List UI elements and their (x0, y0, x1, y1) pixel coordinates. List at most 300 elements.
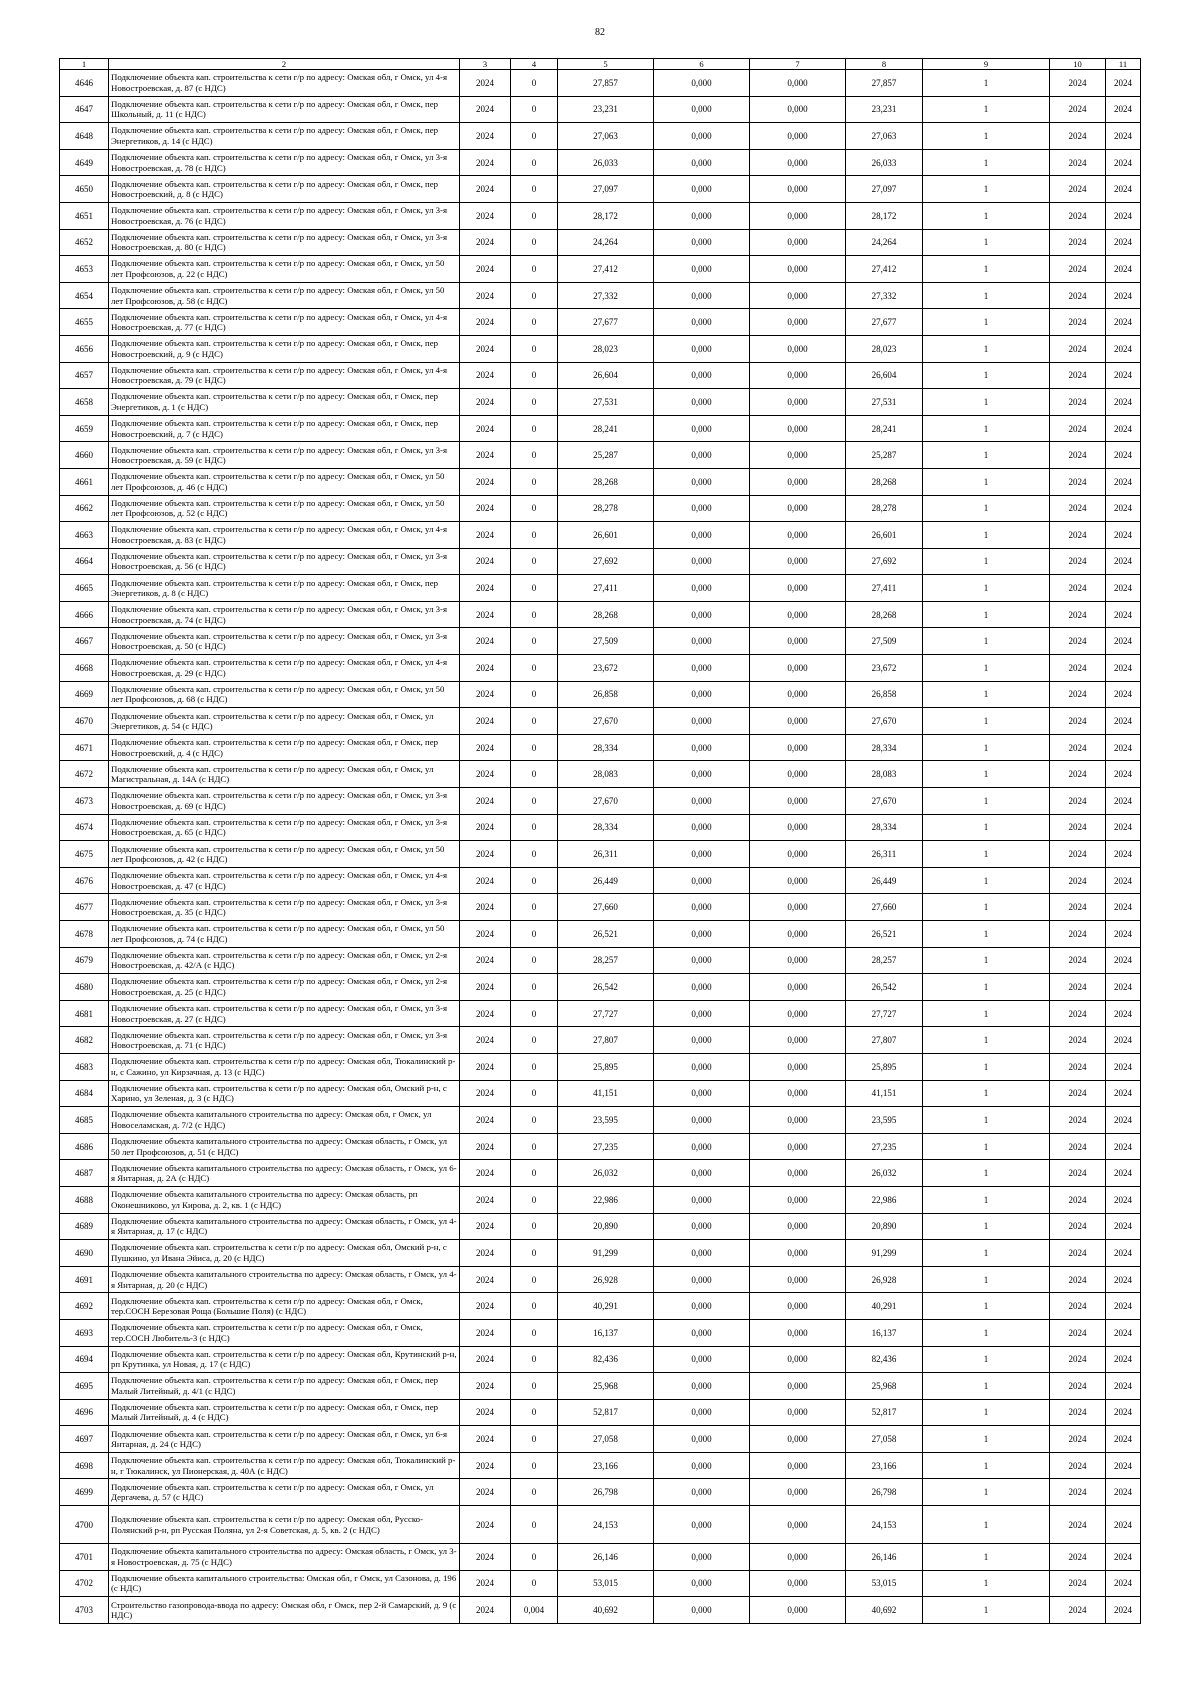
row-number: 4703 (60, 1597, 109, 1624)
table-row (60, 841, 1141, 868)
row-number: 4683 (60, 1053, 109, 1080)
col-6: 0,000 (654, 1570, 750, 1597)
object-description: Подключение объекта кап. строительства к сети г/р по адресу: Омская обл, Омский р-н, с Пушкино, ул Ивана Эйиса, д. 20 (с НДС) (109, 1240, 460, 1267)
col-7: 0,000 (750, 1570, 846, 1597)
column-header: 9 (923, 59, 1050, 70)
col-8: 26,542 (846, 974, 923, 1001)
col-9: 1 (923, 814, 1050, 841)
column-header: 5 (558, 59, 654, 70)
row-number: 4647 (60, 96, 109, 123)
col-10: 2024 (1050, 575, 1106, 602)
col-6: 0,000 (654, 309, 750, 336)
col-10: 2024 (1050, 495, 1106, 522)
object-description: Подключение объекта капитального строительства: Омская обл, г Омск, ул Сазонова, д. 196 (с НДС) (109, 1570, 460, 1597)
col-4: 0 (511, 628, 558, 655)
col-5: 26,604 (558, 362, 654, 389)
col-4: 0 (511, 389, 558, 416)
col-10: 2024 (1050, 814, 1106, 841)
object-description: Подключение объекта кап. строительства к сети г/р по адресу: Омская обл, Крутинский р-н, рп Крутинка, ул Новая, д. 17 (с НДС) (109, 1346, 460, 1373)
col-10: 2024 (1050, 362, 1106, 389)
object-description: Подключение объекта кап. строительства к сети г/р по адресу: Омская обл, Тюкалинский р-н, с Сажино, ул Кирзачная, д. 13 (с НДС) (109, 1053, 460, 1080)
col-8: 27,670 (846, 788, 923, 815)
col-3: 2024 (460, 1293, 511, 1320)
col-10: 2024 (1050, 681, 1106, 708)
col-5: 52,817 (558, 1399, 654, 1426)
col-8: 27,692 (846, 548, 923, 575)
table-row (60, 70, 1141, 97)
col-4: 0 (511, 256, 558, 283)
col-7: 0,000 (750, 814, 846, 841)
col-10: 2024 (1050, 70, 1106, 97)
table-row (60, 548, 1141, 575)
col-11: 2024 (1106, 522, 1141, 549)
row-number: 4657 (60, 362, 109, 389)
col-9: 1 (923, 123, 1050, 150)
col-6: 0,000 (654, 681, 750, 708)
col-9: 1 (923, 575, 1050, 602)
row-number: 4650 (60, 176, 109, 203)
col-7: 0,000 (750, 176, 846, 203)
table-row (60, 734, 1141, 761)
col-10: 2024 (1050, 522, 1106, 549)
col-9: 1 (923, 1000, 1050, 1027)
col-6: 0,000 (654, 1426, 750, 1453)
object-description: Подключение объекта кап. строительства к сети г/р по адресу: Омская обл, г Омск, тер.СОСН Любитель-3 (с НДС) (109, 1319, 460, 1346)
object-description: Подключение объекта кап. строительства к сети г/р по адресу: Омская обл, г Омск, тер.СОСН Березовая Роща (Большие Поля) (с НДС) (109, 1293, 460, 1320)
object-description: Подключение объекта кап. строительства к сети г/р по адресу: Омская обл, г Омск, ул 4-я Новостроевская, д. 47 (с НДС) (109, 867, 460, 894)
col-7: 0,000 (750, 415, 846, 442)
col-11: 2024 (1106, 1027, 1141, 1054)
col-6: 0,000 (654, 1266, 750, 1293)
col-8: 28,172 (846, 202, 923, 229)
col-5: 16,137 (558, 1319, 654, 1346)
col-9: 1 (923, 1293, 1050, 1320)
object-description: Подключение объекта кап. строительства к сети г/р по адресу: Омская обл, г Омск, пер Новостроевский, д. 8 (с НДС) (109, 176, 460, 203)
table-row (60, 442, 1141, 469)
col-4: 0 (511, 1570, 558, 1597)
row-number: 4674 (60, 814, 109, 841)
col-9: 1 (923, 1080, 1050, 1107)
col-9: 1 (923, 1346, 1050, 1373)
col-3: 2024 (460, 1373, 511, 1400)
column-header: 6 (654, 59, 750, 70)
col-3: 2024 (460, 1053, 511, 1080)
col-5: 24,264 (558, 229, 654, 256)
col-7: 0,000 (750, 761, 846, 788)
col-5: 27,509 (558, 628, 654, 655)
col-10: 2024 (1050, 229, 1106, 256)
col-7: 0,000 (750, 256, 846, 283)
col-11: 2024 (1106, 1293, 1141, 1320)
col-11: 2024 (1106, 628, 1141, 655)
col-6: 0,000 (654, 1213, 750, 1240)
col-5: 23,166 (558, 1452, 654, 1479)
col-9: 1 (923, 149, 1050, 176)
col-9: 1 (923, 96, 1050, 123)
col-4: 0 (511, 229, 558, 256)
col-4: 0 (511, 814, 558, 841)
col-11: 2024 (1106, 1160, 1141, 1187)
col-8: 26,521 (846, 921, 923, 948)
col-7: 0,000 (750, 149, 846, 176)
col-11: 2024 (1106, 788, 1141, 815)
object-description: Подключение объекта кап. строительства к сети г/р по адресу: Омская обл, г Омск, ул 50 лет Профсоюзов, д. 68 (с НДС) (109, 681, 460, 708)
col-7: 0,000 (750, 1452, 846, 1479)
col-7: 0,000 (750, 309, 846, 336)
col-6: 0,000 (654, 1107, 750, 1134)
col-3: 2024 (460, 1213, 511, 1240)
col-10: 2024 (1050, 442, 1106, 469)
col-11: 2024 (1106, 1133, 1141, 1160)
table-row (60, 335, 1141, 362)
col-5: 40,692 (558, 1597, 654, 1624)
object-description: Подключение объекта кап. строительства к сети г/р по адресу: Омская обл, г Омск, ул 4-я Новостроевская, д. 77 (с НДС) (109, 309, 460, 336)
col-8: 25,895 (846, 1053, 923, 1080)
table-row (60, 1506, 1141, 1544)
row-number: 4655 (60, 309, 109, 336)
col-9: 1 (923, 655, 1050, 682)
table-row (60, 282, 1141, 309)
table-row (60, 628, 1141, 655)
col-6: 0,000 (654, 495, 750, 522)
col-3: 2024 (460, 1544, 511, 1571)
table-row (60, 149, 1141, 176)
col-8: 27,807 (846, 1027, 923, 1054)
col-6: 0,000 (654, 1373, 750, 1400)
object-description: Подключение объекта кап. строительства к сети г/р по адресу: Омская обл, г Омск, ул 3-я Новостроевская, д. 69 (с НДС) (109, 788, 460, 815)
col-3: 2024 (460, 123, 511, 150)
col-5: 26,449 (558, 867, 654, 894)
col-9: 1 (923, 1373, 1050, 1400)
col-3: 2024 (460, 96, 511, 123)
table-row (60, 1000, 1141, 1027)
col-9: 1 (923, 1570, 1050, 1597)
col-6: 0,000 (654, 1597, 750, 1624)
col-8: 26,601 (846, 522, 923, 549)
col-3: 2024 (460, 1570, 511, 1597)
col-7: 0,000 (750, 1240, 846, 1267)
col-9: 1 (923, 1107, 1050, 1134)
col-3: 2024 (460, 734, 511, 761)
row-number: 4671 (60, 734, 109, 761)
col-3: 2024 (460, 1266, 511, 1293)
col-3: 2024 (460, 309, 511, 336)
row-number: 4656 (60, 335, 109, 362)
col-5: 22,986 (558, 1186, 654, 1213)
col-6: 0,000 (654, 123, 750, 150)
row-number: 4682 (60, 1027, 109, 1054)
col-5: 28,083 (558, 761, 654, 788)
object-description: Подключение объекта кап. строительства к сети г/р по адресу: Омская обл, г Омск, ул 50 лет Профсоюзов, д. 22 (с НДС) (109, 256, 460, 283)
col-8: 27,235 (846, 1133, 923, 1160)
col-11: 2024 (1106, 1107, 1141, 1134)
col-11: 2024 (1106, 335, 1141, 362)
col-3: 2024 (460, 681, 511, 708)
object-description: Подключение объекта кап. строительства к сети г/р по адресу: Омская обл, Омский р-н, с Харино, ул Зеленая, д. 3 (с НДС) (109, 1080, 460, 1107)
col-3: 2024 (460, 202, 511, 229)
col-4: 0 (511, 96, 558, 123)
col-5: 26,928 (558, 1266, 654, 1293)
col-5: 28,172 (558, 202, 654, 229)
col-7: 0,000 (750, 202, 846, 229)
col-3: 2024 (460, 761, 511, 788)
col-4: 0 (511, 601, 558, 628)
col-11: 2024 (1106, 1240, 1141, 1267)
row-number: 4701 (60, 1544, 109, 1571)
col-9: 1 (923, 1053, 1050, 1080)
col-6: 0,000 (654, 1027, 750, 1054)
col-5: 27,531 (558, 389, 654, 416)
col-4: 0 (511, 362, 558, 389)
col-10: 2024 (1050, 548, 1106, 575)
object-description: Подключение объекта кап. строительства к сети г/р по адресу: Омская обл, г Омск, ул 4-я Новостроевская, д. 29 (с НДС) (109, 655, 460, 682)
col-8: 26,928 (846, 1266, 923, 1293)
col-10: 2024 (1050, 335, 1106, 362)
col-10: 2024 (1050, 628, 1106, 655)
col-5: 26,858 (558, 681, 654, 708)
col-4: 0 (511, 1160, 558, 1187)
row-number: 4667 (60, 628, 109, 655)
col-7: 0,000 (750, 974, 846, 1001)
col-3: 2024 (460, 548, 511, 575)
table-body (60, 59, 1141, 1624)
col-10: 2024 (1050, 1240, 1106, 1267)
col-3: 2024 (460, 974, 511, 1001)
col-7: 0,000 (750, 1160, 846, 1187)
table-row (60, 495, 1141, 522)
column-header: 11 (1106, 59, 1141, 70)
row-number: 4679 (60, 947, 109, 974)
col-11: 2024 (1106, 149, 1141, 176)
col-8: 23,595 (846, 1107, 923, 1134)
col-3: 2024 (460, 628, 511, 655)
col-11: 2024 (1106, 1426, 1141, 1453)
col-11: 2024 (1106, 70, 1141, 97)
row-number: 4694 (60, 1346, 109, 1373)
table-row (60, 1570, 1141, 1597)
column-header: 2 (109, 59, 460, 70)
col-9: 1 (923, 415, 1050, 442)
col-9: 1 (923, 256, 1050, 283)
object-description: Подключение объекта кап. строительства к сети г/р по адресу: Омская обл, г Омск, ул 3-я Новостроевская, д. 56 (с НДС) (109, 548, 460, 575)
col-3: 2024 (460, 1186, 511, 1213)
table-row (60, 362, 1141, 389)
col-5: 26,311 (558, 841, 654, 868)
col-7: 0,000 (750, 947, 846, 974)
col-7: 0,000 (750, 575, 846, 602)
col-6: 0,000 (654, 761, 750, 788)
col-9: 1 (923, 947, 1050, 974)
col-5: 27,807 (558, 1027, 654, 1054)
col-9: 1 (923, 202, 1050, 229)
col-9: 1 (923, 362, 1050, 389)
object-description: Подключение объекта кап. строительства к сети г/р по адресу: Омская обл, г Омск, ул 4-я Новостроевская, д. 87 (с НДС) (109, 70, 460, 97)
col-9: 1 (923, 548, 1050, 575)
col-7: 0,000 (750, 1133, 846, 1160)
col-9: 1 (923, 788, 1050, 815)
col-8: 26,032 (846, 1160, 923, 1187)
data-table (59, 58, 1141, 1624)
row-number: 4649 (60, 149, 109, 176)
col-4: 0 (511, 947, 558, 974)
col-7: 0,000 (750, 362, 846, 389)
table-row (60, 389, 1141, 416)
col-7: 0,000 (750, 921, 846, 948)
table-row (60, 947, 1141, 974)
object-description: Подключение объекта кап. строительства к сети г/р по адресу: Омская обл, г Омск, ул 50 лет Профсоюзов, д. 52 (с НДС) (109, 495, 460, 522)
col-3: 2024 (460, 362, 511, 389)
table-row (60, 1266, 1141, 1293)
col-9: 1 (923, 389, 1050, 416)
col-6: 0,000 (654, 974, 750, 1001)
col-7: 0,000 (750, 1107, 846, 1134)
col-8: 22,986 (846, 1186, 923, 1213)
col-10: 2024 (1050, 1319, 1106, 1346)
col-11: 2024 (1106, 1452, 1141, 1479)
col-10: 2024 (1050, 1506, 1106, 1544)
object-description: Подключение объекта кап. строительства к сети г/р по адресу: Омская обл, г Омск, ул 50 лет Профсоюзов, д. 42 (с НДС) (109, 841, 460, 868)
col-9: 1 (923, 1160, 1050, 1187)
col-10: 2024 (1050, 974, 1106, 1001)
col-8: 27,332 (846, 282, 923, 309)
col-9: 1 (923, 841, 1050, 868)
table-row (60, 655, 1141, 682)
col-7: 0,000 (750, 628, 846, 655)
col-4: 0 (511, 1373, 558, 1400)
col-3: 2024 (460, 814, 511, 841)
col-5: 27,677 (558, 309, 654, 336)
col-7: 0,000 (750, 442, 846, 469)
col-3: 2024 (460, 149, 511, 176)
col-11: 2024 (1106, 575, 1141, 602)
col-9: 1 (923, 1266, 1050, 1293)
object-description: Подключение объекта кап. строительства к сети г/р по адресу: Омская обл, г Омск, ул 3-я Новостроевская, д. 76 (с НДС) (109, 202, 460, 229)
col-11: 2024 (1106, 1000, 1141, 1027)
table-row (60, 894, 1141, 921)
col-8: 25,968 (846, 1373, 923, 1400)
col-5: 27,097 (558, 176, 654, 203)
row-number: 4691 (60, 1266, 109, 1293)
col-10: 2024 (1050, 708, 1106, 735)
col-4: 0 (511, 1053, 558, 1080)
col-9: 1 (923, 1399, 1050, 1426)
object-description: Подключение объекта кап. строительства к сети г/р по адресу: Омская обл, г Омск, пер Энергетиков, д. 1 (с НДС) (109, 389, 460, 416)
col-4: 0 (511, 1452, 558, 1479)
col-4: 0 (511, 1479, 558, 1506)
col-7: 0,000 (750, 1506, 846, 1544)
col-8: 27,677 (846, 309, 923, 336)
row-number: 4700 (60, 1506, 109, 1544)
object-description: Подключение объекта кап. строительства к сети г/р по адресу: Омская обл, Русско-Полянский р-н, рп Русская Поляна, ул 2-я Советская, д. 5, кв. 2 (с НДС) (109, 1506, 460, 1544)
table-row (60, 601, 1141, 628)
col-5: 40,291 (558, 1293, 654, 1320)
col-3: 2024 (460, 1107, 511, 1134)
col-6: 0,000 (654, 149, 750, 176)
row-number: 4702 (60, 1570, 109, 1597)
col-7: 0,000 (750, 96, 846, 123)
col-7: 0,000 (750, 1027, 846, 1054)
col-6: 0,000 (654, 362, 750, 389)
col-11: 2024 (1106, 548, 1141, 575)
col-7: 0,000 (750, 1186, 846, 1213)
col-10: 2024 (1050, 176, 1106, 203)
table-row (60, 1213, 1141, 1240)
col-7: 0,000 (750, 841, 846, 868)
col-7: 0,000 (750, 1346, 846, 1373)
col-4: 0 (511, 974, 558, 1001)
col-7: 0,000 (750, 335, 846, 362)
col-3: 2024 (460, 1133, 511, 1160)
col-9: 1 (923, 1479, 1050, 1506)
col-9: 1 (923, 1186, 1050, 1213)
col-3: 2024 (460, 1000, 511, 1027)
col-3: 2024 (460, 708, 511, 735)
col-3: 2024 (460, 1426, 511, 1453)
col-8: 28,334 (846, 734, 923, 761)
col-9: 1 (923, 601, 1050, 628)
table-row (60, 1027, 1141, 1054)
table-row (60, 575, 1141, 602)
column-header: 8 (846, 59, 923, 70)
col-11: 2024 (1106, 229, 1141, 256)
col-8: 27,063 (846, 123, 923, 150)
row-number: 4696 (60, 1399, 109, 1426)
object-description: Подключение объекта кап. строительства к сети г/р по адресу: Омская обл, г Омск, ул 3-я Новостроевская, д. 50 (с НДС) (109, 628, 460, 655)
col-5: 27,235 (558, 1133, 654, 1160)
col-10: 2024 (1050, 1293, 1106, 1320)
col-9: 1 (923, 1544, 1050, 1571)
table-row (60, 814, 1141, 841)
object-description: Подключение объекта кап. строительства к сети г/р по адресу: Омская обл, г Омск, ул 3-я Новостроевская, д. 27 (с НДС) (109, 1000, 460, 1027)
col-11: 2024 (1106, 1080, 1141, 1107)
col-11: 2024 (1106, 468, 1141, 495)
col-10: 2024 (1050, 123, 1106, 150)
object-description: Подключение объекта кап. строительства к сети г/р по адресу: Омская обл, г Омск, ул 3-я Новостроевская, д. 59 (с НДС) (109, 442, 460, 469)
col-4: 0 (511, 1506, 558, 1544)
col-8: 41,151 (846, 1080, 923, 1107)
col-9: 1 (923, 761, 1050, 788)
col-3: 2024 (460, 1027, 511, 1054)
col-11: 2024 (1106, 123, 1141, 150)
column-header: 3 (460, 59, 511, 70)
row-number: 4676 (60, 867, 109, 894)
object-description: Подключение объекта капитального строительства по адресу: Омская область, г Омск, ул 3-я Новостроевская, д. 75 (с НДС) (109, 1544, 460, 1571)
col-10: 2024 (1050, 256, 1106, 283)
object-description: Подключение объекта кап. строительства к сети г/р по адресу: Омская обл, г Омск, пер Энергетиков, д. 8 (с НДС) (109, 575, 460, 602)
row-number: 4665 (60, 575, 109, 602)
col-3: 2024 (460, 335, 511, 362)
col-4: 0 (511, 335, 558, 362)
col-5: 26,521 (558, 921, 654, 948)
col-5: 25,287 (558, 442, 654, 469)
col-5: 27,692 (558, 548, 654, 575)
col-5: 26,798 (558, 1479, 654, 1506)
col-7: 0,000 (750, 1399, 846, 1426)
col-4: 0 (511, 70, 558, 97)
col-3: 2024 (460, 1160, 511, 1187)
col-11: 2024 (1106, 708, 1141, 735)
col-3: 2024 (460, 575, 511, 602)
col-6: 0,000 (654, 335, 750, 362)
col-10: 2024 (1050, 1479, 1106, 1506)
col-10: 2024 (1050, 282, 1106, 309)
col-9: 1 (923, 282, 1050, 309)
col-3: 2024 (460, 788, 511, 815)
row-number: 4675 (60, 841, 109, 868)
col-10: 2024 (1050, 1570, 1106, 1597)
col-8: 53,015 (846, 1570, 923, 1597)
table-row (60, 761, 1141, 788)
